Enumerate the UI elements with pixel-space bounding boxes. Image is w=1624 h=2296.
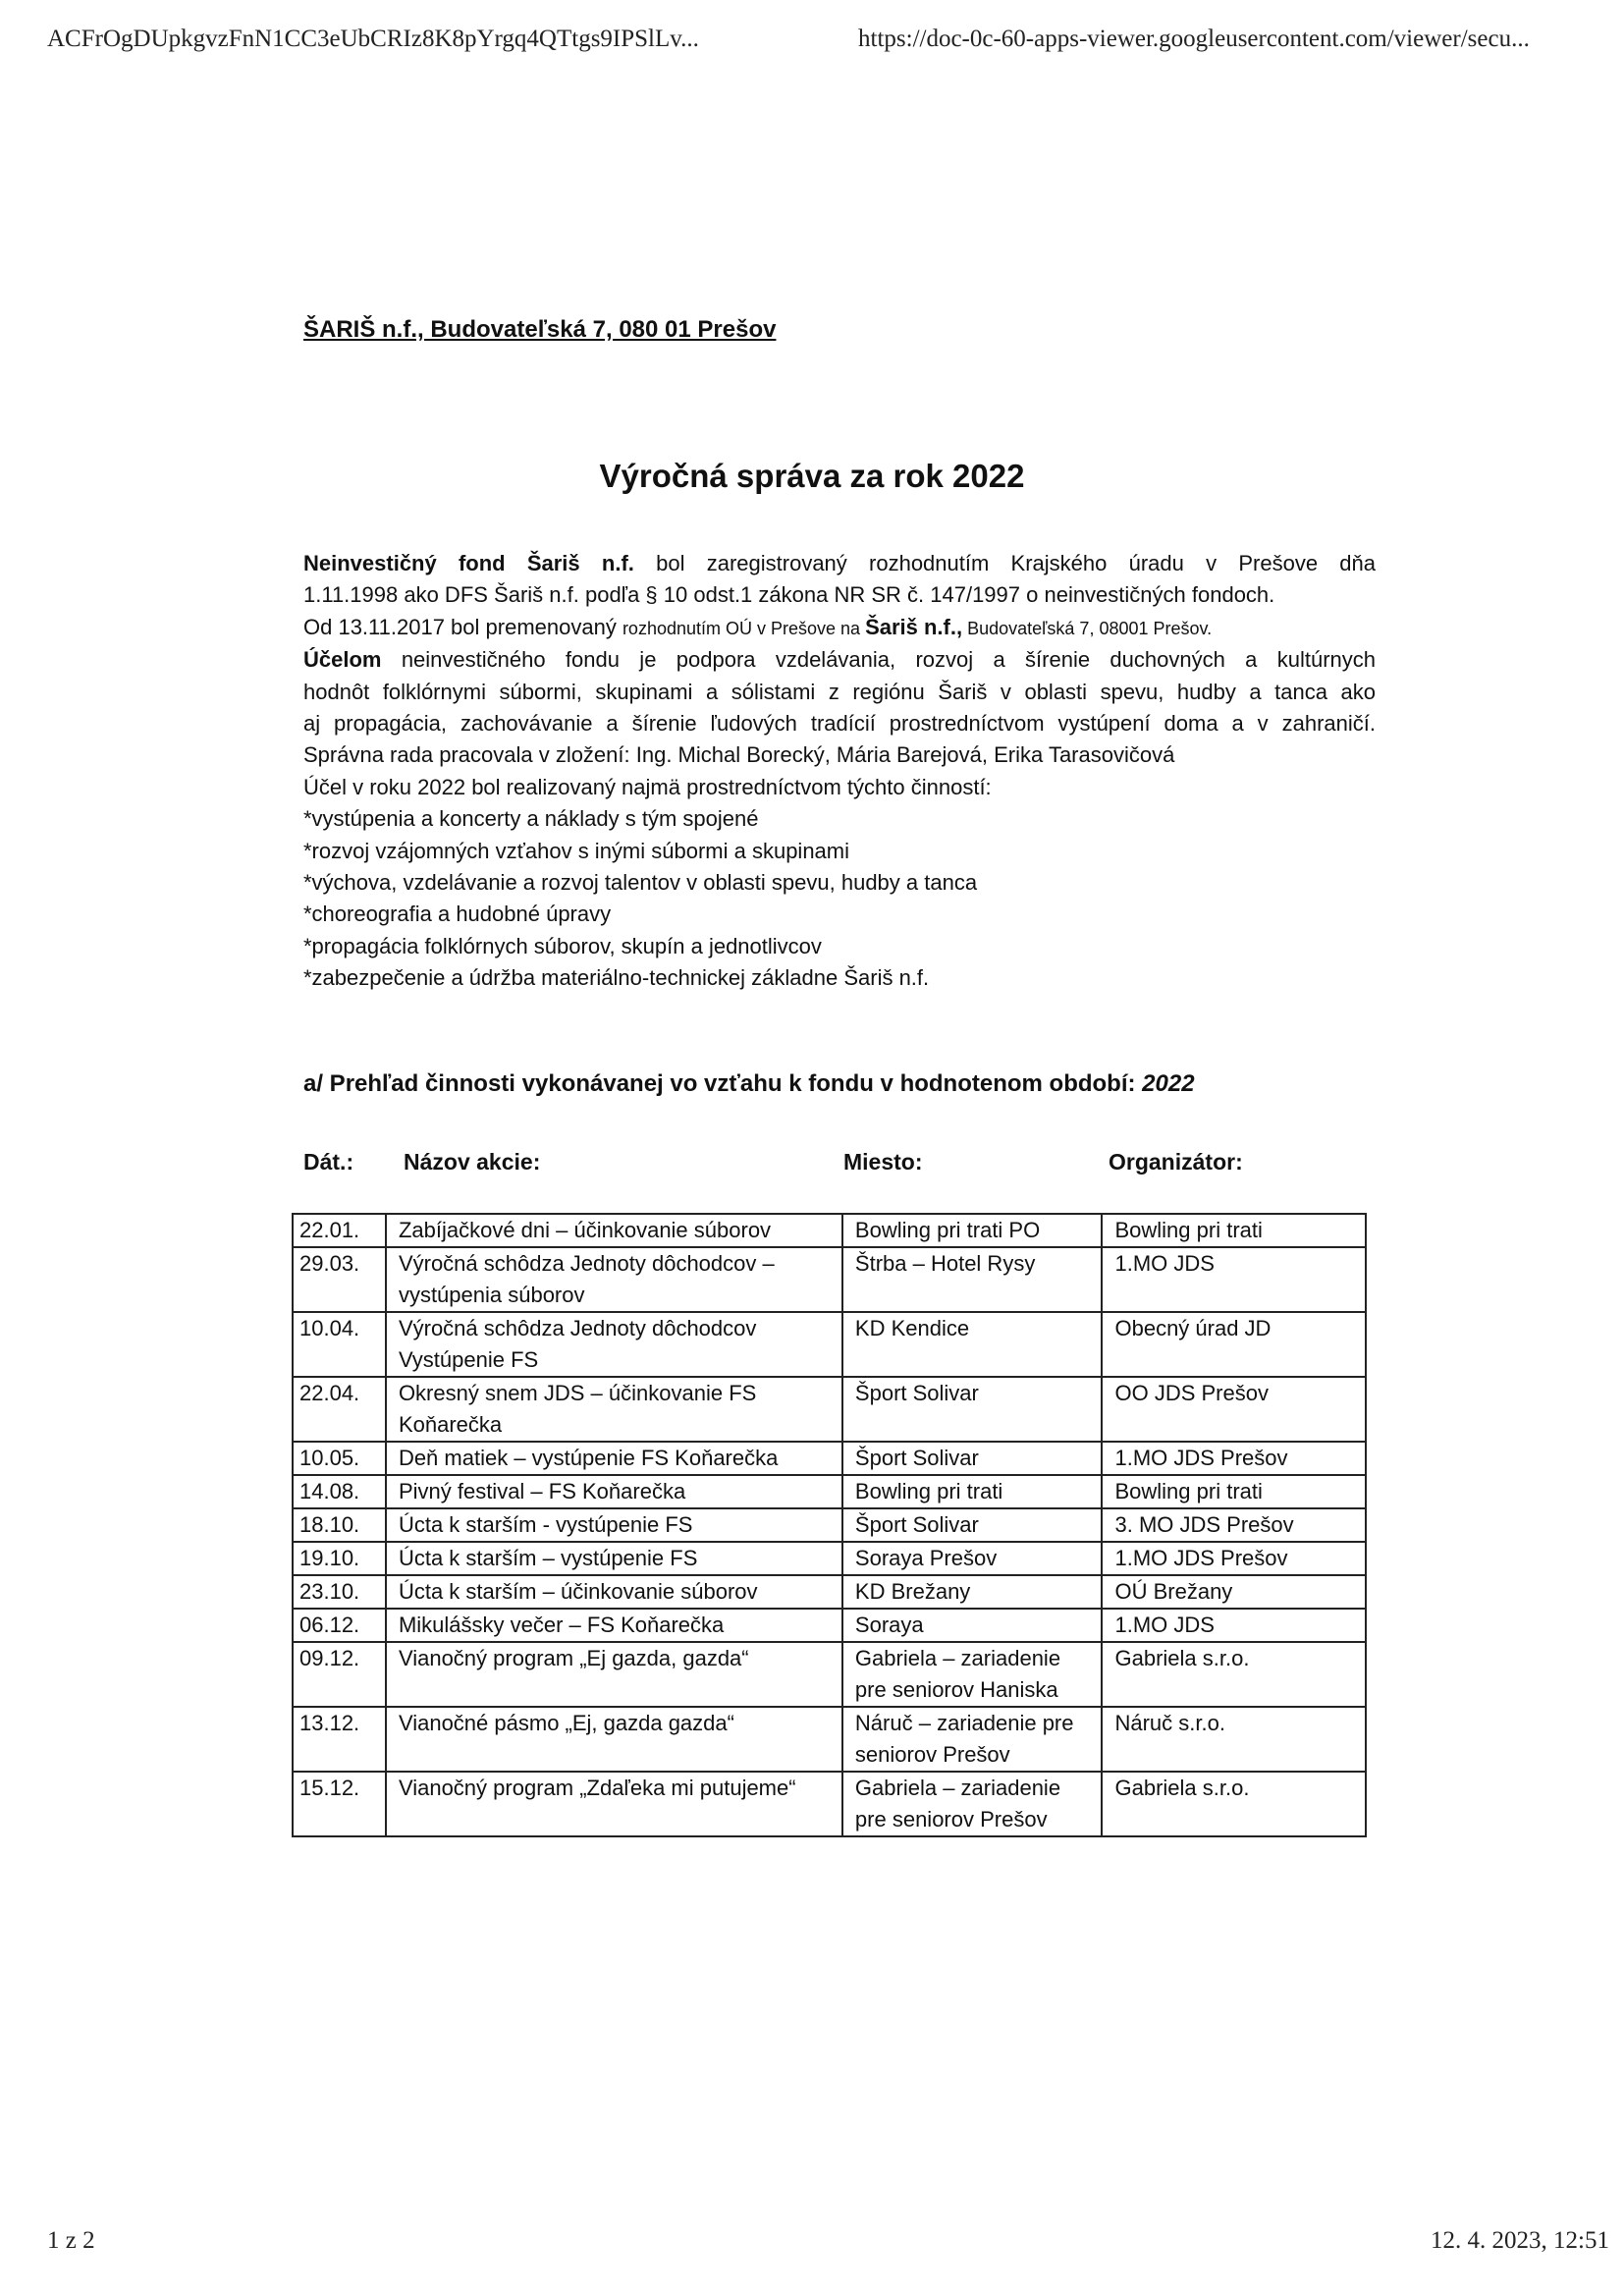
activity-item: *choreografia a hudobné úpravy: [303, 902, 612, 927]
column-header-name: Názov akcie:: [404, 1149, 541, 1175]
table-row: [293, 1247, 1366, 1312]
cell-date: 14.08.: [293, 1475, 386, 1508]
cell-place: Gabriela – zariadenie pre seniorov Haniska: [842, 1642, 1103, 1707]
column-header-organizer: Organizátor:: [1109, 1149, 1243, 1175]
table-row: [293, 1214, 1366, 1247]
table-row: [293, 1707, 1366, 1772]
cell-date: 06.12.: [293, 1609, 386, 1642]
table-row: [293, 1642, 1366, 1707]
cell-place: Náruč – zariadenie pre seniorov Prešov: [842, 1707, 1103, 1772]
cell-organizer: Bowling pri trati: [1102, 1214, 1366, 1247]
cell-organizer: OÚ Brežany: [1102, 1575, 1366, 1609]
cell-date: 22.04.: [293, 1377, 386, 1442]
cell-date: 23.10.: [293, 1575, 386, 1609]
cell-place: Soraya Prešov: [842, 1542, 1103, 1575]
print-footer-datetime: 12. 4. 2023, 12:51: [1431, 2227, 1609, 2254]
cell-name: Okresný snem JDS – účinkovanie FS Koňarečka: [386, 1377, 842, 1442]
cell-place: Šport Solivar: [842, 1442, 1103, 1475]
cell-date: 09.12.: [293, 1642, 386, 1707]
cell-name: Vianočný program „Zdaľeka mi putujeme“: [386, 1772, 842, 1836]
cell-organizer: OO JDS Prešov: [1102, 1377, 1366, 1442]
activity-item: *výchova, vzdelávanie a rozvoj talentov v oblasti spevu, hudby a tanca: [303, 870, 978, 896]
text: bol zaregistrovaný rozhodnutím Krajského úradu v Prešove dňa: [633, 551, 1376, 575]
paragraph-line: Účel v roku 2022 bol realizovaný najmä prostredníctvom týchto činností:: [303, 774, 992, 799]
cell-place: Bowling pri trati: [842, 1475, 1103, 1508]
print-header-url: https://doc-0c-60-apps-viewer.googleusercontent.com/viewer/secu...: [858, 26, 1530, 52]
cell-date: 19.10.: [293, 1542, 386, 1575]
activity-list: [303, 803, 1376, 994]
cell-organizer: 1.MO JDS Prešov: [1102, 1442, 1366, 1475]
text: rozhodnutím OÚ v Prešove na: [622, 618, 866, 638]
column-header-date: Dát.:: [303, 1149, 354, 1175]
cell-place: Štrba – Hotel Rysy: [842, 1247, 1103, 1312]
cell-name: Mikulášsky večer – FS Koňarečka: [386, 1609, 842, 1642]
cell-date: 18.10.: [293, 1508, 386, 1542]
cell-date: 29.03.: [293, 1247, 386, 1312]
fund-name: Neinvestičný fond Šariš n.f.: [303, 551, 634, 575]
section-year: 2022: [1142, 1070, 1195, 1097]
cell-name: Zabíjačkové dni – účinkovanie súborov: [386, 1214, 842, 1247]
cell-name: Úcta k starším – vystúpenie FS: [386, 1542, 842, 1575]
cell-date: 10.05.: [293, 1442, 386, 1475]
organization-address: ŠARIŠ n.f., Budovateľská 7, 080 01 Prešov: [303, 316, 777, 343]
table-row: [293, 1542, 1366, 1575]
cell-place: Soraya: [842, 1609, 1103, 1642]
table-row: [293, 1377, 1366, 1442]
cell-place: KD Brežany: [842, 1575, 1103, 1609]
text: a/ Prehľad činnosti vykonávanej vo vzťahu k fondu v hodnotenom období:: [303, 1070, 1143, 1097]
purpose-label: Účelom: [303, 647, 382, 673]
cell-name: Deň matiek – vystúpenie FS Koňarečka: [386, 1442, 842, 1475]
cell-name: Úcta k starším - vystúpenie FS: [386, 1508, 842, 1542]
activity-item: *vystúpenia a koncerty a náklady s tým spojené: [303, 806, 759, 832]
table-row: [293, 1508, 1366, 1542]
cell-place: Šport Solivar: [842, 1508, 1103, 1542]
cell-organizer: 3. MO JDS Prešov: [1102, 1508, 1366, 1542]
table-row: [293, 1475, 1366, 1508]
cell-name: Úcta k starším – účinkovanie súborov: [386, 1575, 842, 1609]
text: Budovateľská 7, 08001 Prešov.: [962, 618, 1213, 638]
paragraph-line: aj propagácia, zachovávanie a šírenie ľudových tradícií prostredníctvom vystúpení doma a v zahraničí.: [303, 711, 1376, 737]
cell-date: 10.04.: [293, 1312, 386, 1377]
cell-organizer: Gabriela s.r.o.: [1102, 1642, 1366, 1707]
activity-item: *zabezpečenie a údržba materiálno-technickej základne Šariš n.f.: [303, 965, 930, 991]
table-row: [293, 1772, 1366, 1836]
cell-name: Výročná schôdza Jednoty dôchodcov Vystúpenie FS: [386, 1312, 842, 1377]
table-row: [293, 1609, 1366, 1642]
section-heading: [303, 1070, 1195, 1098]
activity-item: *rozvoj vzájomných vzťahov s inými súbormi a skupinami: [303, 838, 850, 863]
cell-organizer: Bowling pri trati: [1102, 1475, 1366, 1508]
cell-place: Šport Solivar: [842, 1377, 1103, 1442]
cell-name: Vianočný program „Ej gazda, gazda“: [386, 1642, 842, 1707]
cell-organizer: 1.MO JDS Prešov: [1102, 1542, 1366, 1575]
cell-place: KD Kendice: [842, 1312, 1103, 1377]
cell-place: Bowling pri trati PO: [842, 1214, 1103, 1247]
cell-name: Pivný festival – FS Koňarečka: [386, 1475, 842, 1508]
document-title: Výročná správa za rok 2022: [599, 458, 1025, 494]
cell-date: 13.12.: [293, 1707, 386, 1772]
print-footer-page: 1 z 2: [47, 2227, 95, 2254]
cell-place: Gabriela – zariadenie pre seniorov Prešov: [842, 1772, 1103, 1836]
events-table: [292, 1213, 1367, 1837]
paragraph-line: [303, 644, 1376, 676]
cell-organizer: Obecný úrad JD: [1102, 1312, 1366, 1377]
table-row: [293, 1442, 1366, 1475]
paragraph-line: [303, 548, 1376, 579]
column-header-place: Miesto:: [843, 1149, 923, 1175]
activity-item: *propagácia folklórnych súborov, skupín a jednotlivcov: [303, 933, 822, 958]
paragraph-line: 1.11.1998 ako DFS Šariš n.f. podľa § 10 odst.1 zákona NR SR č. 147/1997 o neinvestičných fondoch.: [303, 582, 1275, 608]
cell-organizer: Náruč s.r.o.: [1102, 1707, 1366, 1772]
cell-name: Výročná schôdza Jednoty dôchodcov – vystúpenia súborov: [386, 1247, 842, 1312]
text: neinvestičného fondu je podpora vzdelávania, rozvoj a šírenie duchovných a kultúrnych: [381, 647, 1376, 673]
document-body: [303, 548, 1376, 995]
cell-organizer: 1.MO JDS: [1102, 1247, 1366, 1312]
paragraph-line: [303, 612, 1376, 644]
cell-date: 22.01.: [293, 1214, 386, 1247]
table-row: [293, 1575, 1366, 1609]
print-header-left: ACFrOgDUpkgvzFnN1CC3eUbCRIz8K8pYrgq4QTtgs9IPSlLv...: [47, 26, 699, 52]
cell-organizer: Gabriela s.r.o.: [1102, 1772, 1366, 1836]
fund-name: Šariš n.f.,: [865, 614, 963, 639]
cell-date: 15.12.: [293, 1772, 386, 1836]
paragraph-line: hodnôt folklórnymi súbormi, skupinami a sólistami z regiónu Šariš v oblasti spevu, hudby a tanca ako: [303, 679, 1376, 704]
paragraph-line: Správna rada pracovala v zložení: Ing. Michal Borecký, Mária Barejová, Erika Tarasovičová: [303, 742, 1175, 768]
text: Od 13.11.2017 bol premenovaný: [303, 614, 623, 639]
cell-organizer: 1.MO JDS: [1102, 1609, 1366, 1642]
table-row: [293, 1312, 1366, 1377]
cell-name: Vianočné pásmo „Ej, gazda gazda“: [386, 1707, 842, 1772]
